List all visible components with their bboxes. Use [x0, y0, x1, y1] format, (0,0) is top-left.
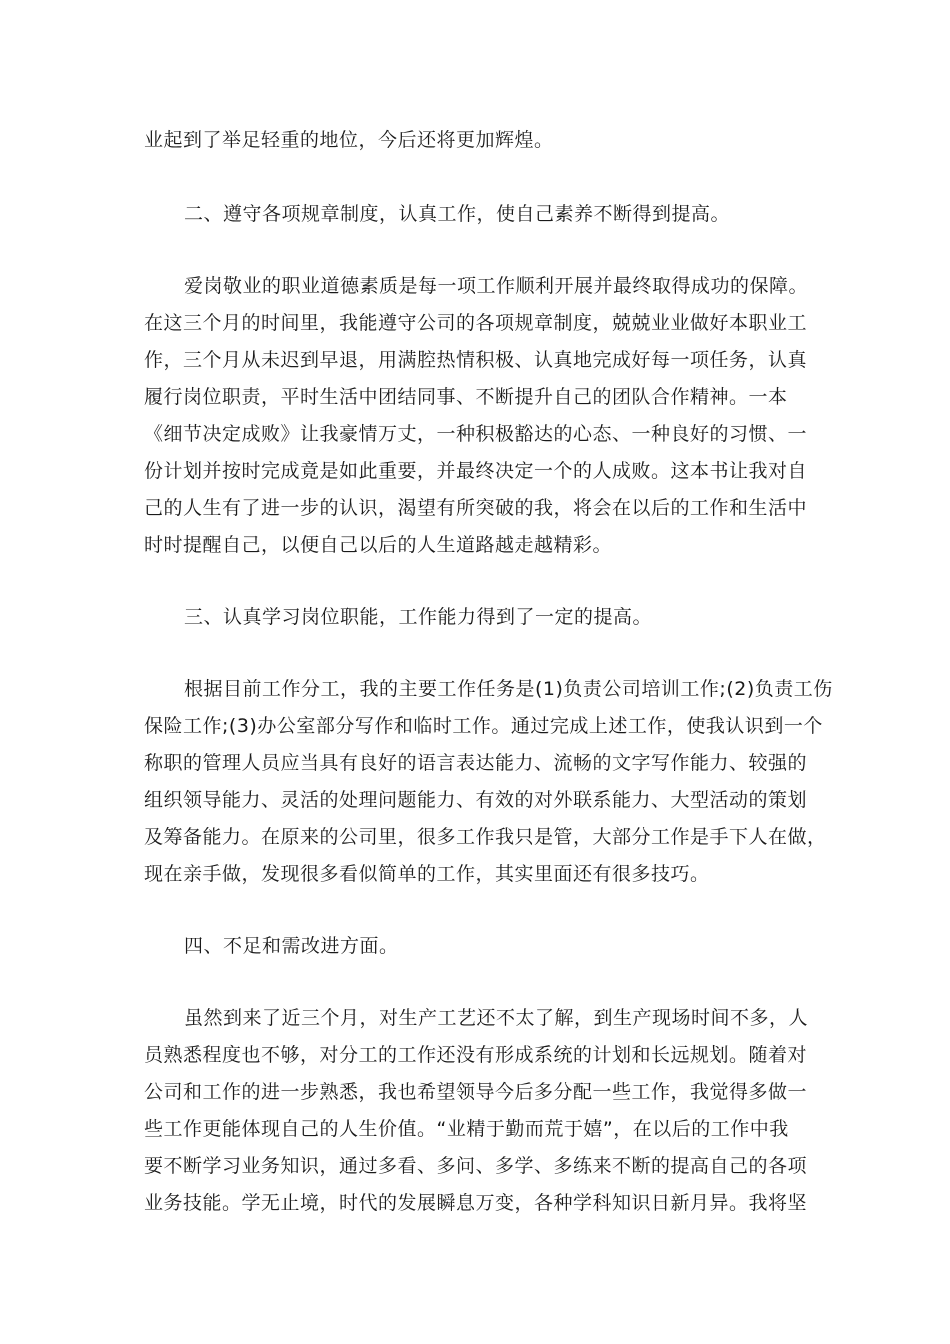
- paragraph-line: 公司和工作的进一步熟悉，我也希望领导今后多分配一些工作，我觉得多做一: [144, 1081, 808, 1103]
- paragraph-line: 组织领导能力、灵活的处理问题能力、有效的对外联系能力、大型活动的策划: [144, 789, 808, 811]
- section-heading-4: 四、不足和需改进方面。: [184, 935, 399, 957]
- paragraph-line: 要不断学习业务知识，通过多看、多问、多学、多练来不断的提高自己的各项: [144, 1155, 808, 1177]
- paragraph-line: 爱岗敬业的职业道德素质是每一项工作顺利开展并最终取得成功的保障。: [184, 275, 809, 297]
- paragraph-line: 《细节决定成败》让我豪情万丈，一种积极豁达的心态、一种良好的习惯、一: [144, 423, 808, 445]
- paragraph-line: 根据目前工作分工，我的主要工作任务是(1)负责公司培训工作;(2)负责工伤: [184, 678, 833, 700]
- section-heading-2: 二、遵守各项规章制度，认真工作，使自己素养不断得到提高。: [184, 203, 731, 225]
- paragraph-line: 作，三个月从未迟到早退，用满腔热情积极、认真地完成好每一项任务，认真: [144, 349, 808, 371]
- paragraph-line: 份计划并按时完成竟是如此重要，并最终决定一个的人成败。这本书让我对自: [144, 460, 808, 482]
- paragraph-line: 业起到了举足轻重的地位，今后还将更加辉煌。: [144, 129, 554, 151]
- paragraph-line: 员熟悉程度也不够，对分工的工作还没有形成系统的计划和长远规划。随着对: [144, 1044, 808, 1066]
- paragraph-line: 及筹备能力。在原来的公司里，很多工作我只是管，大部分工作是手下人在做，: [144, 826, 827, 848]
- paragraph-line: 业务技能。学无止境，时代的发展瞬息万变，各种学科知识日新月异。我将坚: [144, 1192, 808, 1214]
- paragraph-line: 虽然到来了近三个月，对生产工艺还不太了解，到生产现场时间不多，人: [184, 1007, 809, 1029]
- paragraph-line: 现在亲手做，发现很多看似简单的工作，其实里面还有很多技巧。: [144, 863, 710, 885]
- section-heading-3: 三、认真学习岗位职能，工作能力得到了一定的提高。: [184, 606, 653, 628]
- paragraph-line: 保险工作;(3)办公室部分写作和临时工作。通过完成上述工作，使我认识到一个: [144, 715, 823, 737]
- paragraph-line: 在这三个月的时间里，我能遵守公司的各项规章制度，兢兢业业做好本职业工: [144, 312, 808, 334]
- paragraph-line: 履行岗位职责，平时生活中团结同事、不断提升自己的团队合作精神。一本: [144, 386, 788, 408]
- paragraph-line: 些工作更能体现自己的人生价值。“业精于勤而荒于嬉”，在以后的工作中我: [144, 1118, 789, 1140]
- paragraph-line: 称职的管理人员应当具有良好的语言表达能力、流畅的文字写作能力、较强的: [144, 752, 808, 774]
- paragraph-line: 己的人生有了进一步的认识，渴望有所突破的我，将会在以后的工作和生活中: [144, 497, 808, 519]
- paragraph-line: 时时提醒自己，以便自己以后的人生道路越走越精彩。: [144, 534, 613, 556]
